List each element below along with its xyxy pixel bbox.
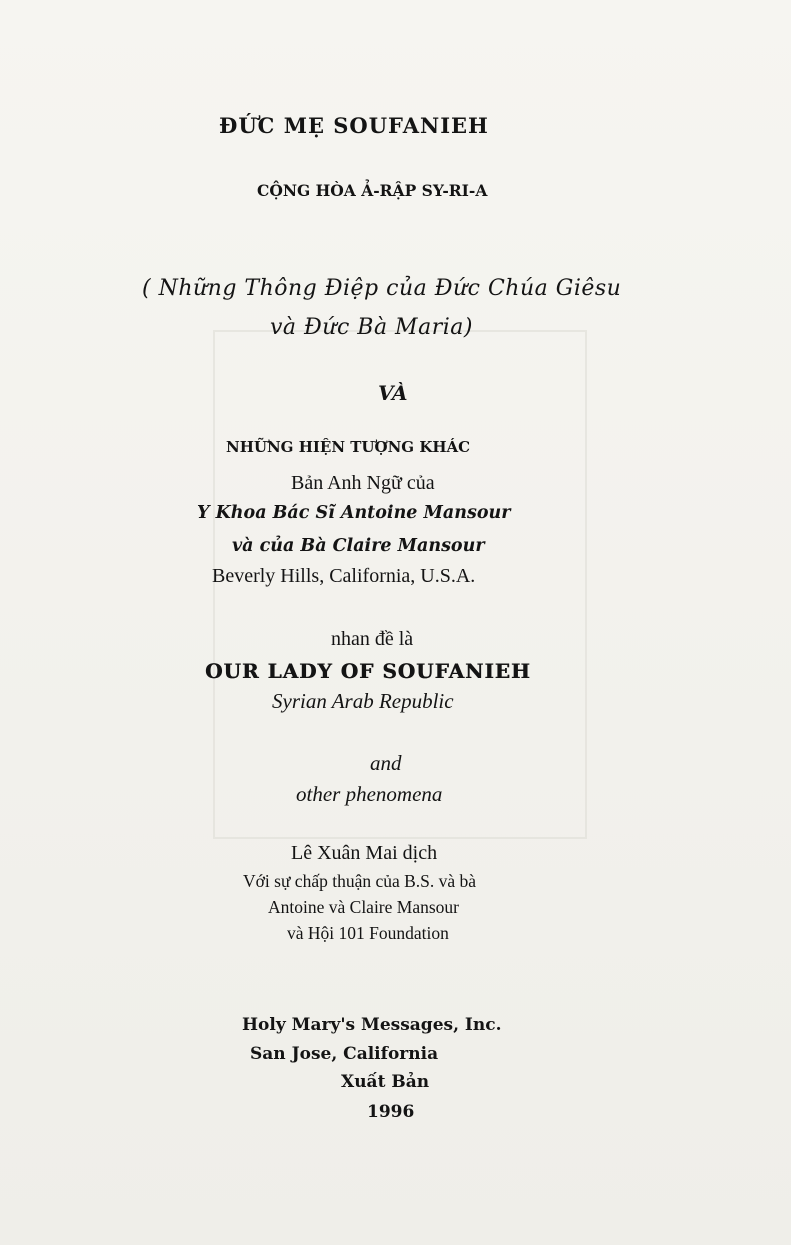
english-version-text: Bản Anh Ngữ của [291,472,435,494]
permission-text-1: Với sự chấp thuận của B.S. và bà [243,871,477,891]
permission-text-2: Antoine và Claire Mansour [268,897,459,917]
author-1: Y Khoa Bác Sĩ Antoine Mansour [197,503,511,523]
publication-year: 1996 [367,1102,415,1122]
messages-text-2: và Đức Bà Maria) [270,315,473,340]
conjunction-va: VÀ [378,381,408,405]
permission-text-3: và Hội 101 Foundation [287,923,449,943]
english-and: and [370,751,402,775]
english-title: OUR LADY OF SOUFANIEH [205,659,531,683]
author-2: và của Bà Claire Mansour [232,536,485,556]
english-subtitle: Syrian Arab Republic [272,689,454,713]
phenomena-heading: NHỮNG HIỆN TƯỢNG KHÁC [226,438,471,456]
published-text: Xuất Bản [341,1072,430,1092]
location-text: Beverly Hills, California, U.S.A. [212,565,476,587]
messages-text-1: ( Những Thông Điệp của Đức Chúa Giêsu [142,276,622,301]
english-phenomena: other phenomena [296,782,443,806]
publisher-name: Holy Mary's Messages, Inc. [242,1015,502,1035]
publisher-city: San Jose, California [250,1044,439,1064]
entitled-text: nhan đề là [331,628,414,650]
translator-text: Lê Xuân Mai dịch [291,842,438,864]
main-title: ĐỨC MẸ SOUFANIEH [219,113,489,138]
subtitle: CỘNG HÒA Ả-RẬP SY-RI-A [257,181,488,200]
